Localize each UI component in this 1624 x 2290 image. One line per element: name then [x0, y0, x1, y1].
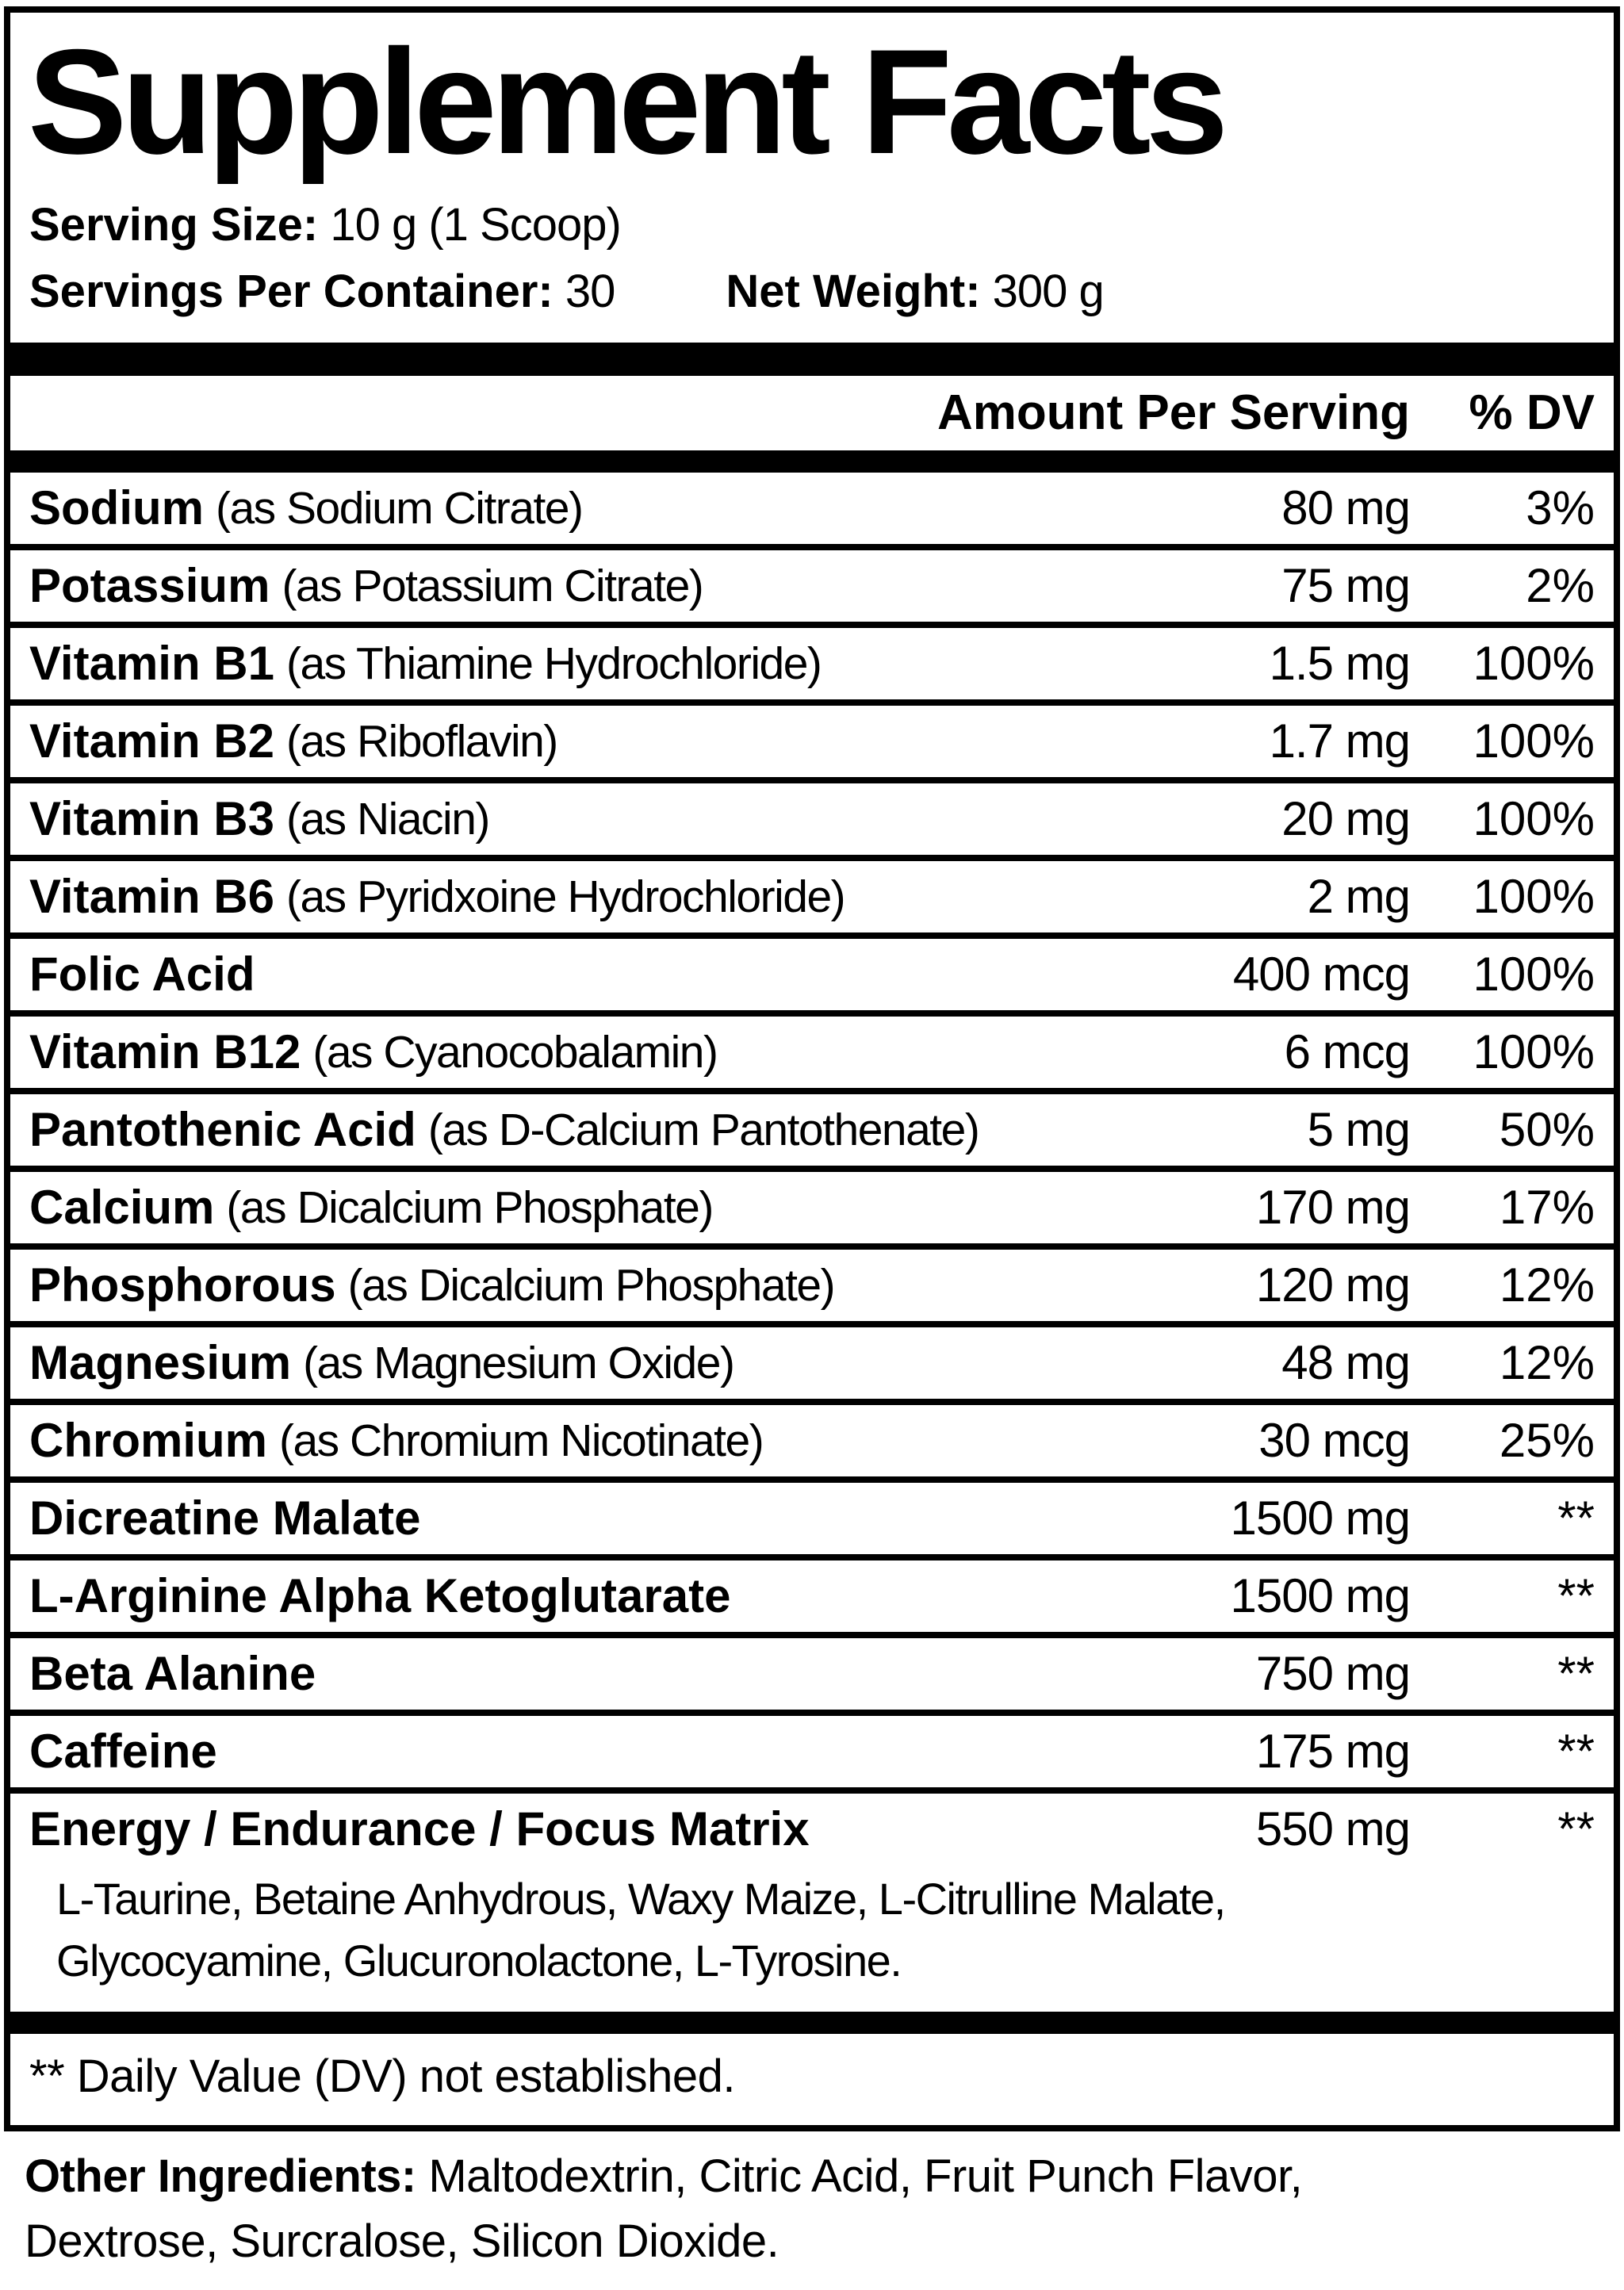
nutrient-amount: 5 mg [1307, 1103, 1410, 1157]
nutrient-amount: 75 mg [1281, 559, 1410, 613]
nutrient-amount: 750 mg [1255, 1647, 1410, 1701]
nutrient-dv: 12% [1499, 1336, 1595, 1390]
nutrient-name: Dicreatine Malate [29, 1492, 421, 1545]
nutrient-name: Magnesium [29, 1336, 292, 1390]
nutrient-dv: 100% [1473, 870, 1595, 924]
table-row [10, 1399, 1614, 1476]
divider-bar-top [10, 343, 1614, 376]
serving-size-label: Serving Size: [29, 198, 319, 251]
nutrient-source-detail: (as Dicalcium Phosphate) [347, 1259, 835, 1311]
nutrient-dv: ** [1557, 1802, 1595, 1856]
table-row [10, 1554, 1614, 1632]
nutrient-amount: 175 mg [1255, 1725, 1410, 1779]
table-row [10, 473, 1614, 544]
nutrient-name: Vitamin B12 [29, 1025, 301, 1079]
table-row [10, 855, 1614, 932]
nutrient-name: Chromium [29, 1414, 267, 1468]
nutrient-source-detail: (as Chromium Nicotinate) [279, 1415, 764, 1466]
nutrient-dv: 100% [1473, 792, 1595, 846]
supplement-label [0, 6, 1624, 2290]
servings-per-container-line [29, 258, 1595, 325]
nutrient-amount: 20 mg [1281, 792, 1410, 846]
table-row [10, 1476, 1614, 1554]
nutrient-name: Folic Acid [29, 948, 255, 1001]
serving-size-line [29, 192, 1595, 258]
serving-info [10, 179, 1614, 343]
nutrient-name: Caffeine [29, 1725, 217, 1779]
table-row [10, 1010, 1614, 1088]
matrix-ingredients: L-Taurine, Betaine Anhydrous, Waxy Maize, L-Citrulline Malate, Glycocyamine, Glucuronolactone, L-Tyrosine. [56, 1873, 1225, 1986]
nutrient-amount: 1500 mg [1230, 1492, 1410, 1545]
nutrient-source-detail: (as Potassium Citrate) [282, 560, 703, 611]
nutrient-source-detail: (as Thiamine Hydrochloride) [286, 638, 822, 689]
nutrient-dv: ** [1557, 1647, 1595, 1701]
nutrient-dv: 100% [1473, 948, 1595, 1001]
table-row [10, 1243, 1614, 1321]
nutrient-dv: 17% [1499, 1181, 1595, 1235]
table-row [10, 1088, 1614, 1166]
servings-per-container-value: 30 [565, 265, 615, 317]
nutrient-source-detail: (as Magnesium Oxide) [303, 1337, 734, 1388]
nutrient-amount: 400 mcg [1232, 948, 1410, 1001]
table-header [10, 376, 1614, 450]
nutrient-amount: 48 mg [1281, 1336, 1410, 1390]
nutrient-name: Calcium [29, 1181, 215, 1235]
nutrient-dv: 2% [1526, 559, 1595, 613]
table-row [10, 622, 1614, 699]
table-row [10, 1787, 1614, 1865]
nutrient-source-detail: (as Riboflavin) [286, 715, 557, 767]
nutrient-source-detail: (as Sodium Citrate) [216, 482, 583, 534]
nutrient-name: Phosphorous [29, 1258, 336, 1312]
nutrient-dv: 50% [1499, 1103, 1595, 1157]
nutrient-amount: 170 mg [1255, 1181, 1410, 1235]
serving-size-value: 10 g (1 Scoop) [330, 198, 621, 251]
nutrient-dv: 25% [1499, 1414, 1595, 1468]
other-ingredients-label: Other Ingredients: [25, 2150, 416, 2202]
divider-bar-bottom [10, 2012, 1614, 2034]
nutrient-name: Energy / Endurance / Focus Matrix [29, 1802, 810, 1856]
nutrient-name: Potassium [29, 559, 270, 613]
nutrient-dv: ** [1557, 1569, 1595, 1623]
net-weight-value: 300 g [992, 265, 1104, 317]
panel-title: Supplement Facts [28, 18, 1224, 185]
nutrient-source-detail: (as Dicalcium Phosphate) [226, 1181, 713, 1233]
nutrient-amount: 80 mg [1281, 481, 1410, 535]
nutrient-name: Pantothenic Acid [29, 1103, 416, 1157]
divider-bar-header [10, 450, 1614, 473]
table-row [10, 1321, 1614, 1399]
nutrient-amount: 550 mg [1255, 1802, 1410, 1856]
nutrient-name: Vitamin B1 [29, 637, 274, 691]
nutrient-dv: 100% [1473, 637, 1595, 691]
nutrient-dv: 100% [1473, 714, 1595, 768]
nutrient-amount: 1.7 mg [1269, 714, 1410, 768]
other-ingredients [4, 2144, 1393, 2290]
nutrient-source-detail: (as Pyridxoine Hydrochloride) [286, 871, 845, 922]
nutrient-name: L-Arginine Alpha Ketoglutarate [29, 1569, 731, 1623]
nutrient-dv: 12% [1499, 1258, 1595, 1312]
nutrient-name: Vitamin B2 [29, 714, 274, 768]
supplement-facts-panel [4, 6, 1620, 2131]
table-row [10, 699, 1614, 777]
nutrient-amount: 120 mg [1255, 1258, 1410, 1312]
nutrient-source-detail: (as Cyanocobalamin) [312, 1026, 718, 1078]
servings-per-container-label: Servings Per Container: [29, 265, 553, 317]
percent-dv-header: % DV [1469, 385, 1595, 441]
other-ingredients-value: Maltodextrin, Citric Acid, Fruit Punch Flavor, Dextrose, Surcralose, Silicon Dioxide. [25, 2150, 1303, 2267]
nutrient-name: Vitamin B6 [29, 870, 274, 924]
nutrient-source-detail: (as Niacin) [286, 793, 489, 844]
amount-per-serving-header: Amount Per Serving [937, 385, 1410, 441]
net-weight-label: Net Weight: [726, 265, 981, 317]
table-row [10, 1166, 1614, 1243]
nutrient-name: Vitamin B3 [29, 792, 274, 846]
table-row [10, 1710, 1614, 1787]
nutrient-dv: ** [1557, 1492, 1595, 1545]
nutrient-amount: 1.5 mg [1269, 637, 1410, 691]
nutrient-amount: 30 mcg [1258, 1414, 1410, 1468]
nutrient-name: Beta Alanine [29, 1647, 316, 1701]
nutrient-dv: 100% [1473, 1025, 1595, 1079]
net-weight [726, 266, 1103, 317]
nutrient-rows [10, 473, 1614, 1865]
dv-footnote: ** Daily Value (DV) not established. [29, 2050, 736, 2102]
nutrient-amount: 1500 mg [1230, 1569, 1410, 1623]
nutrient-source-detail: (as D-Calcium Pantothenate) [427, 1104, 979, 1155]
servings-per-container [29, 266, 615, 317]
nutrient-name: Sodium [29, 481, 204, 535]
nutrient-amount: 6 mcg [1284, 1025, 1410, 1079]
nutrient-dv: 3% [1526, 481, 1595, 535]
table-row [10, 544, 1614, 622]
nutrient-amount: 2 mg [1307, 870, 1410, 924]
table-row [10, 932, 1614, 1010]
table-row [10, 777, 1614, 855]
table-row [10, 1632, 1614, 1710]
nutrient-dv: ** [1557, 1725, 1595, 1779]
